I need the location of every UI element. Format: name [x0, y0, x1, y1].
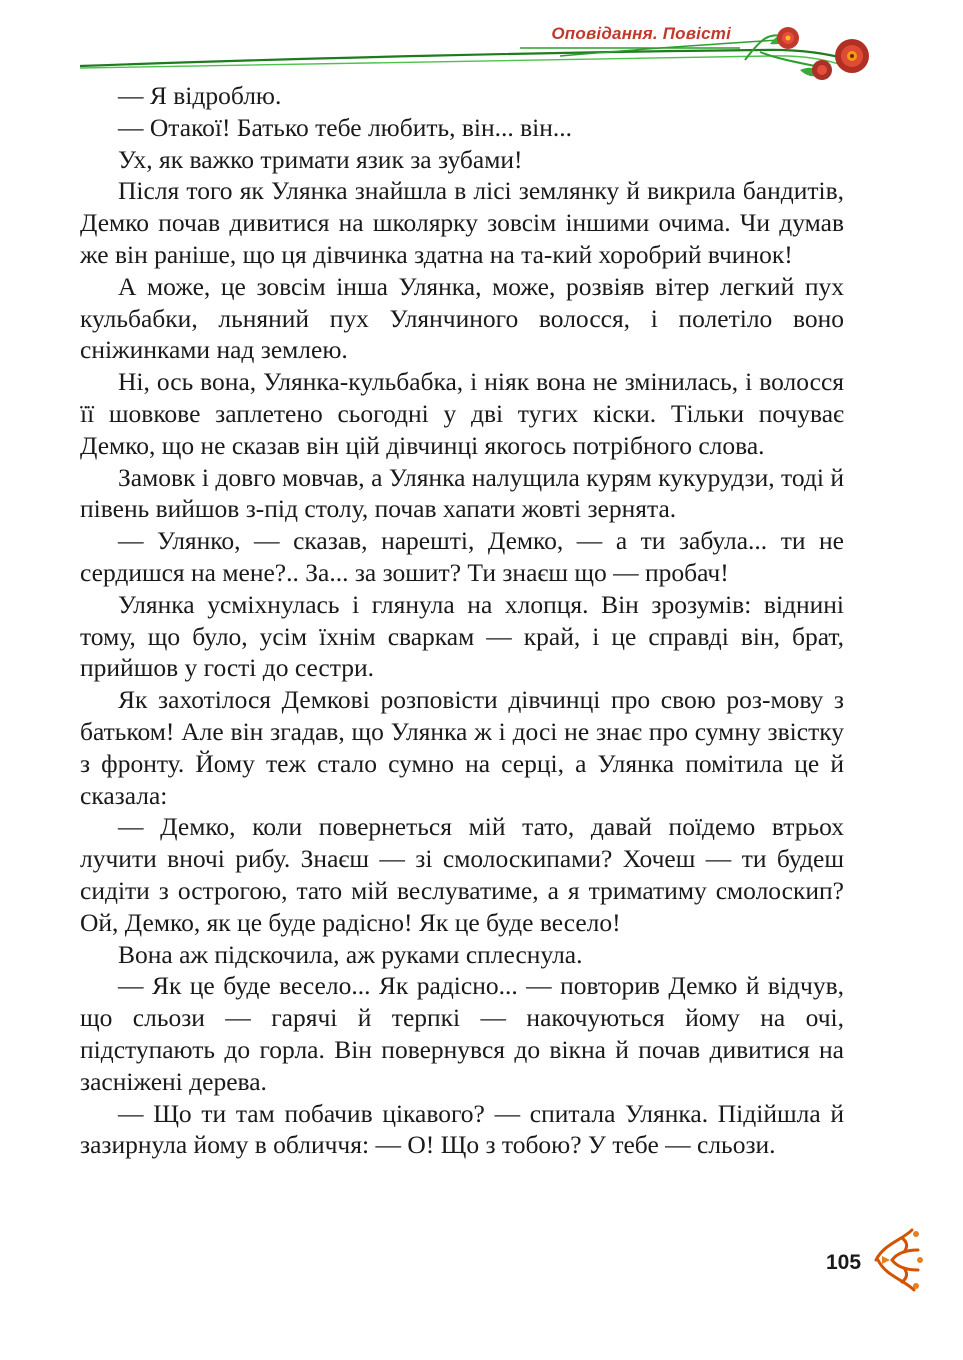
page-header — [0, 0, 963, 90]
page-number: 105 — [826, 1251, 862, 1274]
paragraph: — Отакої! Батько тебе любить, він... він... — [118, 112, 573, 142]
paragraph: Ні, ось вона, Улянка-кульбабка, і ніяк вона не змінилась, і волосся її шовкове заплетено сьогодні у дві тугих кіски. Тільки почуває Демко, що не сказав він цій дівчинці якогось потрібного слова. — [80, 367, 844, 460]
section-title: Оповідання. Повісті — [551, 24, 731, 43]
paragraph: — Що ти там побачив цікавого? — спитала Улянка. Підійшла й зазирнула йому в обличчя: — О! Що з тобою? У тебе — сльози. — [80, 1098, 844, 1160]
flower-decoration-icon — [0, 0, 963, 90]
paragraph: Ух, як важко тримати язик за зубами! — [118, 144, 523, 174]
paragraph: Після того як Улянка знайшла в лісі землянку й викрила бандитів, Демко почав дивитися на школярку зовсім іншими очима. Чи думав же він раніше, що ця дівчинка здатна на та-кий хоробрий вчинок! — [80, 176, 844, 269]
paragraph: Улянка усміхнулась і глянула на хлопця. Він зрозумів: віднині тому, що було, усім їхнім сваркам — край, і це справді він, брат, прийшов у гості до сестри. — [80, 589, 844, 683]
paragraph: Вона аж підскочила, аж руками сплеснула. — [118, 939, 583, 969]
paragraph: Замовк і довго мовчав, а Улянка налущила курям кукурудзи, тоді й півень вийшов з-під столу, почав хапати жовті зернята. — [80, 462, 844, 524]
paragraph: Як захотілося Демкові розповісти дівчинці про свою роз-мову з батьком! Але він згадав, що Улянка ж і досі не знає про сумну звістку з фронту. Йому теж стало сумно на серці, а Улянка помітила це й сказала: — [80, 685, 844, 810]
corner-ornament-icon — [872, 1226, 924, 1294]
paragraph: А може, це зовсім інша Улянка, може, розвіяв вітер легкий пух кульбабки, льняний пух Улянчиного волосся, і полетіло воно сніжинками над землею. — [80, 271, 844, 365]
paragraph: — Улянко, — сказав, нарешті, Демко, — а ти забула... ти не сердишся на мене?.. За... за зошит? Ти знаєш що — пробач! — [80, 526, 844, 587]
paragraph: — Демко, коли повернеться мій тато, давай поїдемо втрьох лучити вночі рибу. Знаєш — зі смолоскипами? Хочеш — ти будеш сидіти з острогою, тато мій веслуватиме, а я триматиму смолоскип? Ой, Демко, як це буде радісно! Як це буде весело! — [80, 812, 844, 937]
paragraph: — Як це буде весело... Як радісно... — повторив Демко й відчув, що сльози — гарячі й терпкі — накочуються йому на очі, підступають до горла. Він повернувся до вікна й почав дивитися на засніжені дерева. — [80, 971, 844, 1096]
story-text — [80, 80, 844, 1161]
paragraph: — Я відроблю. — [118, 81, 282, 110]
